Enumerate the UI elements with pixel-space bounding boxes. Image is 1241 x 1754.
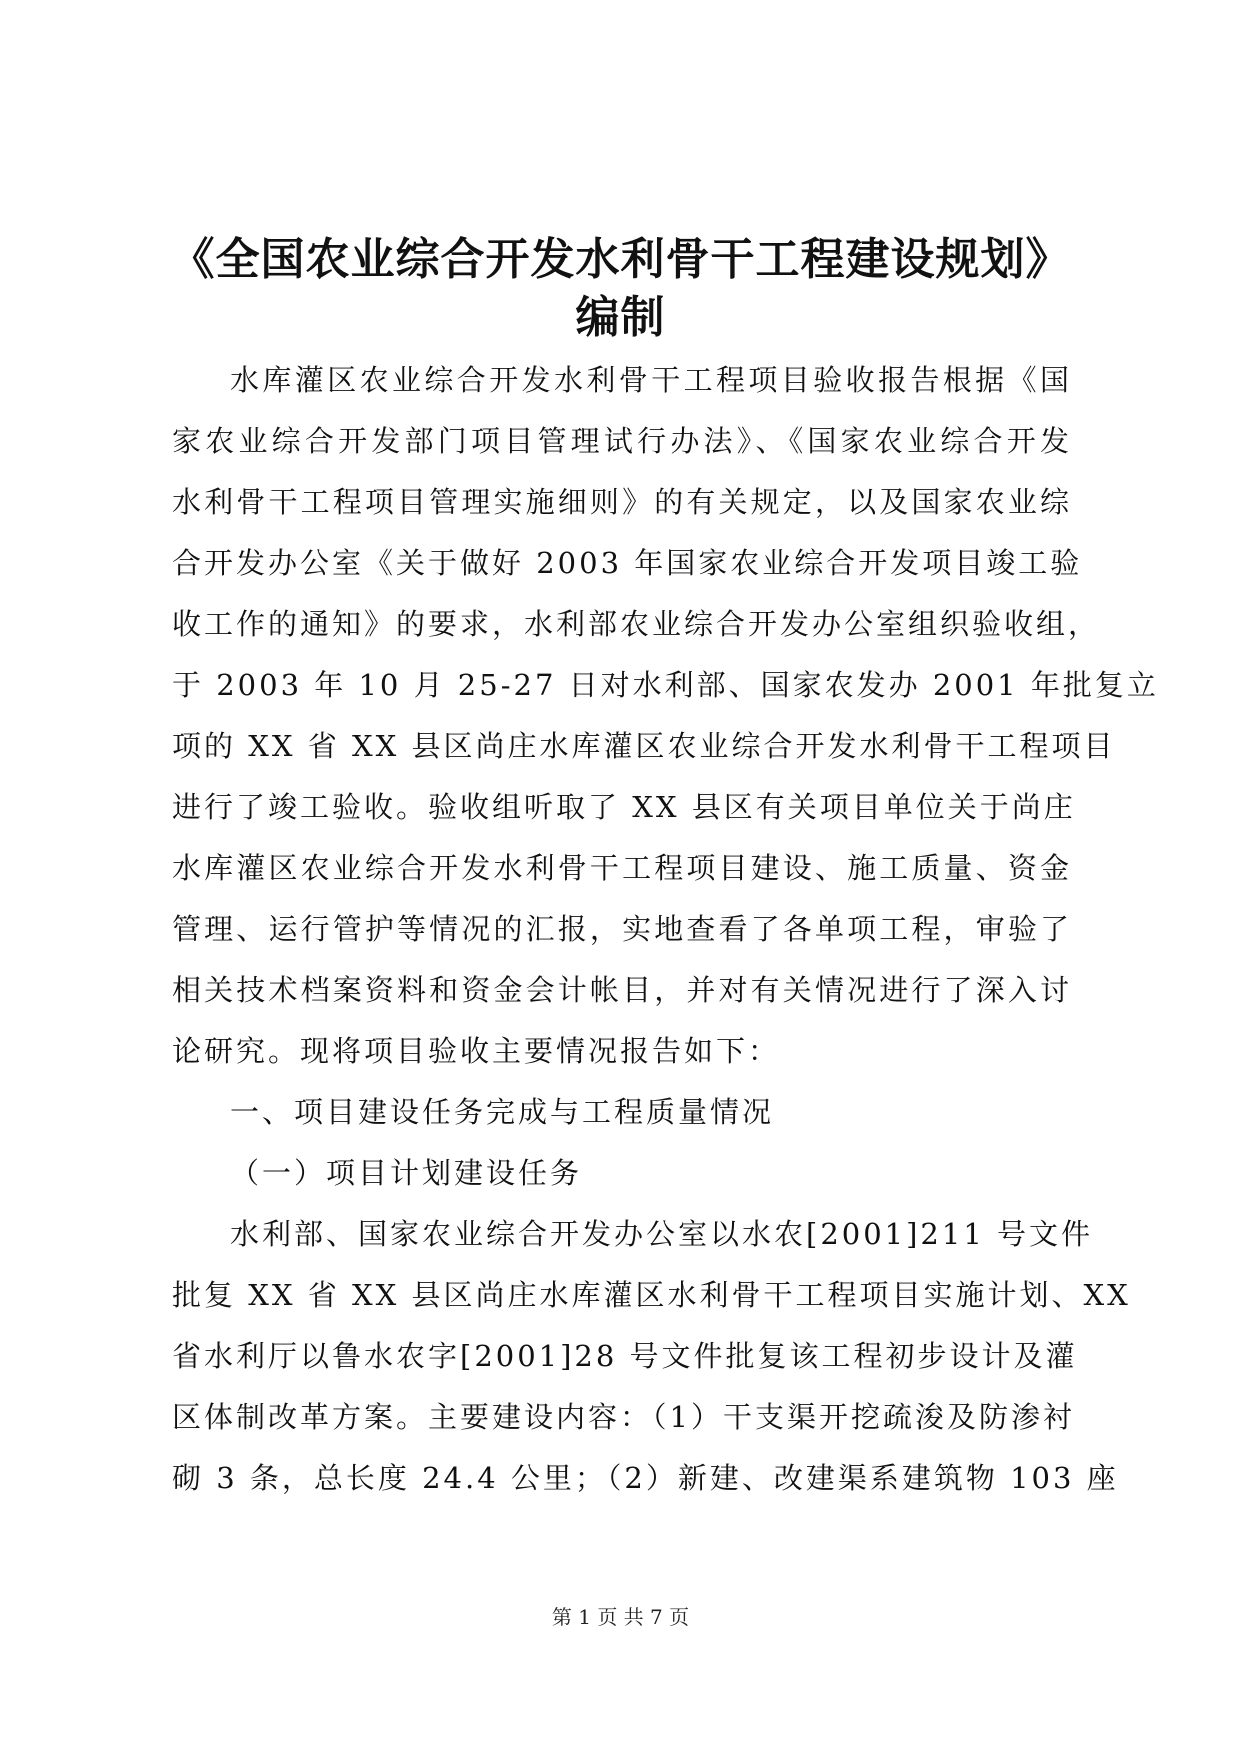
body-line: 论研究。现将项目验收主要情况报告如下： [172, 1034, 781, 1068]
body-line: 于 2003 年 10 月 25-27 日对水利部、国家农发办 2001 年批复立 [172, 668, 1159, 702]
body-line: 砌 3 条，总长度 24.4 公里；（2）新建、改建渠系建筑物 103 座 [172, 1461, 1119, 1495]
body-line: 管理、运行管护等情况的汇报，实地查看了各单项工程，审验了 [172, 912, 1072, 946]
body-line: 批复 XX 省 XX 县区尚庄水库灌区水利骨干工程项目实施计划、XX [172, 1278, 1131, 1312]
body-line: 省水利厅以鲁水农字[2001]28 号文件批复该工程初步设计及灌 [172, 1339, 1078, 1373]
body-line: 项的 XX 省 XX 县区尚庄水库灌区农业综合开发水利骨干工程项目 [172, 729, 1116, 763]
document-body [172, 350, 1159, 1509]
body-line: 水库灌区农业综合开发水利骨干工程项目验收报告根据《国 [230, 363, 1072, 397]
body-line: 水库灌区农业综合开发水利骨干工程项目建设、施工质量、资金 [172, 851, 1072, 885]
body-line: 区体制改革方案。主要建设内容：（1）干支渠开挖疏浚及防渗衬 [172, 1400, 1075, 1434]
section-heading: 一、项目建设任务完成与工程质量情况 [230, 1095, 775, 1129]
body-line: 家农业综合开发部门项目管理试行办法》、《国家农业综合开发 [172, 424, 1072, 458]
body-line: 合开发办公室《关于做好 2003 年国家农业综合开发项目竣工验 [172, 546, 1083, 580]
page-number-footer: 第 1 页 共 7 页 [551, 1605, 690, 1629]
subsection-heading: （一）项目计划建设任务 [230, 1156, 583, 1190]
body-line: 收工作的通知》的要求，水利部农业综合开发办公室组织验收组， [172, 607, 1101, 641]
body-line: 进行了竣工验收。验收组听取了 XX 县区有关项目单位关于尚庄 [172, 790, 1076, 824]
document-title-line-1: 《全国农业综合开发水利骨干工程建设规划》 [170, 234, 1071, 285]
body-line: 水利骨干工程项目管理实施细则》的有关规定，以及国家农业综 [172, 485, 1072, 519]
document-title-line-2: 编制 [575, 292, 666, 343]
body-line: 水利部、国家农业综合开发办公室以水农[2001]211 号文件 [230, 1217, 1094, 1251]
body-line: 相关技术档案资料和资金会计帐目，并对有关情况进行了深入讨 [172, 973, 1072, 1007]
